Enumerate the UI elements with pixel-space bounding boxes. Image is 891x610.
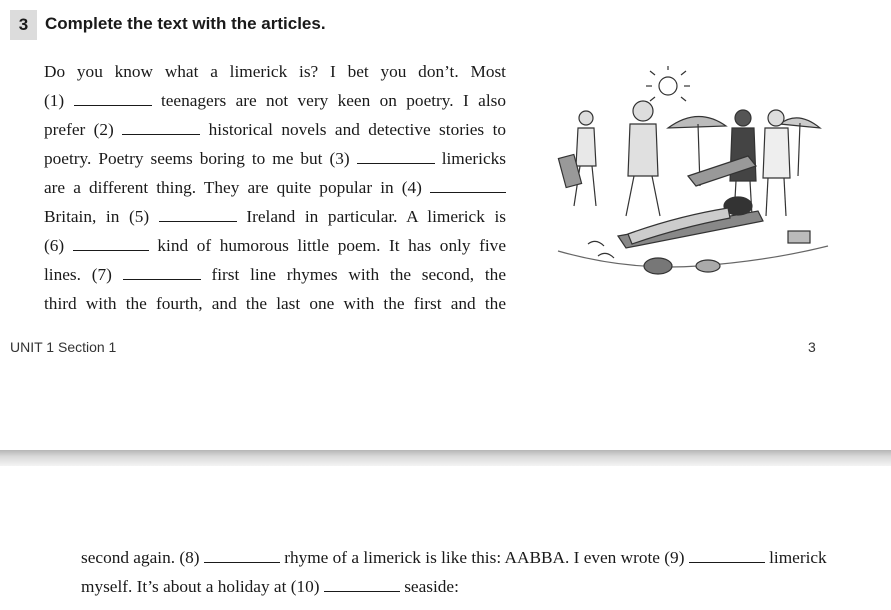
continuation-text [81, 543, 861, 601]
text-segment: Britain, in (5) [44, 207, 150, 226]
passage-line [44, 115, 506, 144]
text-segment: rhyme of a limerick is like this: AABBA. I even wrote (9) [284, 548, 685, 567]
blank-8[interactable] [204, 548, 280, 563]
text-segment: (1) [44, 91, 65, 110]
passage-line [81, 543, 861, 572]
bag-icon [644, 258, 672, 274]
blank-7[interactable] [123, 265, 201, 280]
blank-4[interactable] [430, 178, 506, 193]
beach-scene-illustration [548, 66, 838, 286]
text-segment: lines. (7) [44, 265, 112, 284]
text-segment: seaside: [404, 577, 459, 596]
sand-icon [558, 246, 828, 267]
sandals-icon [588, 241, 614, 258]
shell-icon [696, 260, 720, 272]
text-segment: kind of humorous little poem. It has only five [157, 236, 506, 255]
passage-line [44, 173, 506, 202]
text-segment: limerick [769, 548, 827, 567]
blank-6[interactable] [73, 236, 149, 251]
text-segment: prefer (2) [44, 120, 114, 139]
passage-line [44, 202, 506, 231]
passage-line [81, 572, 861, 601]
book-icon [788, 231, 810, 243]
footer-unit-section: UNIT 1 Section 1 [10, 339, 117, 355]
page-divider [0, 450, 891, 466]
blank-1[interactable] [74, 91, 152, 106]
person-icon [558, 111, 596, 206]
passage-line [44, 86, 506, 115]
text-segment: limericks [441, 149, 506, 168]
blank-3[interactable] [357, 149, 435, 164]
blank-2[interactable] [122, 120, 200, 135]
blank-10[interactable] [324, 577, 400, 592]
blank-9[interactable] [689, 548, 765, 563]
text-segment: historical novels and detective stories to [208, 120, 507, 139]
umbrella-icon [668, 116, 726, 128]
text-segment: first line rhymes with the second, the [211, 265, 506, 284]
text-segment: Do you know what a limerick is? I bet you don’t. Most [44, 62, 506, 81]
text-segment: myself. It’s about a holiday at (10) [81, 577, 320, 596]
passage-line [44, 289, 506, 318]
text-segment: (6) [44, 236, 65, 255]
text-segment: second again. (8) [81, 548, 200, 567]
text-segment: third with the fourth, and the last one with the first and the [44, 294, 506, 313]
exercise-instruction: Complete the text with the articles. [45, 14, 326, 33]
text-segment: teenagers are not very keen on poetry. I also [160, 91, 506, 110]
exercise-number: 3 [10, 10, 37, 40]
blank-5[interactable] [159, 207, 237, 222]
passage-line [44, 144, 506, 173]
text-segment: poetry. Poetry seems boring to me but (3) [44, 149, 350, 168]
text-segment: Ireland in particular. A limerick is [246, 207, 506, 226]
sun-icon [659, 77, 677, 95]
passage-text [44, 57, 506, 318]
passage-line [44, 260, 506, 289]
passage-line [44, 231, 506, 260]
passage-line [44, 57, 506, 86]
person-icon [626, 101, 660, 216]
person-icon [763, 110, 790, 216]
sun-rays-icon [646, 66, 690, 101]
text-segment: are a different thing. They are quite popular in (4) [44, 178, 422, 197]
footer-page-number: 3 [808, 339, 816, 355]
